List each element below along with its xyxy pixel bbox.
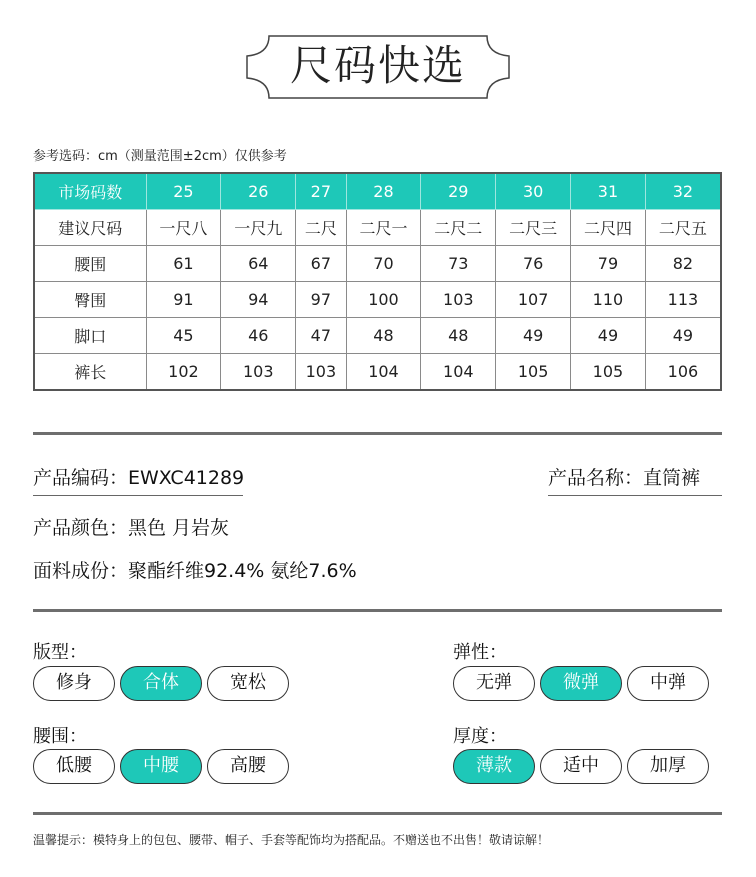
table-cell: 67 [296,245,346,281]
title-banner [0,34,756,100]
section-divider [33,432,722,435]
table-cell: 107 [496,281,571,317]
fit-option-slim[interactable]: 修身 [33,666,115,701]
table-cell: 46 [221,318,296,354]
table-cell: 104 [421,354,496,390]
table-cell: 二尺四 [571,209,646,245]
table-cell: 105 [571,354,646,390]
table-header-cell: 31 [571,173,646,209]
table-cell: 97 [296,281,346,317]
product-code: 产品编码：EWXC41289 [33,467,245,489]
table-cell: 103 [421,281,496,317]
table-cell: 113 [645,281,721,317]
table-header-cell: 29 [421,173,496,209]
table-cell: 94 [221,281,296,317]
table-row [34,281,721,317]
waist-option-mid[interactable]: 中腰 [120,749,202,784]
table-cell: 79 [571,245,646,281]
table-cell: 110 [571,281,646,317]
table-cell: 61 [146,245,221,281]
size-table [33,172,722,391]
table-header-cell: 27 [296,173,346,209]
product-name: 产品名称：直筒裤 [548,467,701,489]
waist-label: 腰围： [33,726,87,747]
table-cell: 73 [421,245,496,281]
table-cell: 76 [496,245,571,281]
table-cell: 一尺八 [146,209,221,245]
elastic-label: 弹性： [453,642,507,663]
table-cell: 一尺九 [221,209,296,245]
table-row [34,318,721,354]
table-cell: 裤长 [34,354,146,390]
table-cell: 91 [146,281,221,317]
elastic-option-slight[interactable]: 微弹 [540,666,622,701]
fit-option-regular[interactable]: 合体 [120,666,202,701]
table-cell: 104 [346,354,421,390]
product-color: 产品颜色：黑色 月岩灰 [33,517,230,539]
table-cell: 102 [146,354,221,390]
fit-option-loose[interactable]: 宽松 [207,666,289,701]
table-cell: 49 [496,318,571,354]
table-cell: 49 [645,318,721,354]
size-note: 参考选码：cm（测量范围±2cm）仅供参考 [33,149,287,164]
table-cell: 48 [346,318,421,354]
elastic-option-none[interactable]: 无弹 [453,666,535,701]
table-header-cell: 25 [146,173,221,209]
product-fabric: 面料成份：聚酯纤维92.4% 氨纶7.6% [33,560,357,582]
elastic-option-medium[interactable]: 中弹 [627,666,709,701]
product-code-underline [33,495,243,496]
fit-label: 版型： [33,642,87,663]
table-cell: 106 [645,354,721,390]
table-cell: 103 [296,354,346,390]
table-cell: 二尺五 [645,209,721,245]
thickness-label: 厚度： [453,726,507,747]
table-header-cell: 32 [645,173,721,209]
footer-note: 温馨提示：模特身上的包包、腰带、帽子、手套等配饰均为搭配品。不赠送也不出售！敬请谅解！ [33,833,550,847]
product-name-underline [548,495,722,496]
table-cell: 臀围 [34,281,146,317]
table-header-row [34,173,721,209]
table-cell: 48 [421,318,496,354]
table-row [34,245,721,281]
table-header-cell: 28 [346,173,421,209]
section-divider [33,609,722,612]
table-cell: 47 [296,318,346,354]
table-row [34,209,721,245]
table-cell: 二尺 [296,209,346,245]
table-cell: 二尺三 [496,209,571,245]
table-cell: 49 [571,318,646,354]
thickness-option-thin[interactable]: 薄款 [453,749,535,784]
thickness-option-thick[interactable]: 加厚 [627,749,709,784]
table-cell: 二尺二 [421,209,496,245]
section-divider [33,812,722,815]
table-cell: 64 [221,245,296,281]
table-cell: 70 [346,245,421,281]
table-cell: 105 [496,354,571,390]
table-row [34,354,721,390]
table-header-cell: 26 [221,173,296,209]
table-cell: 腰围 [34,245,146,281]
table-cell: 二尺一 [346,209,421,245]
table-header-cell: 30 [496,173,571,209]
table-cell: 100 [346,281,421,317]
table-header-cell: 市场码数 [34,173,146,209]
table-cell: 脚口 [34,318,146,354]
table-cell: 103 [221,354,296,390]
page-title: 尺码快选 [289,41,466,90]
table-cell: 建议尺码 [34,209,146,245]
thickness-option-medium[interactable]: 适中 [540,749,622,784]
table-cell: 45 [146,318,221,354]
waist-option-low[interactable]: 低腰 [33,749,115,784]
table-cell: 82 [645,245,721,281]
waist-option-high[interactable]: 高腰 [207,749,289,784]
